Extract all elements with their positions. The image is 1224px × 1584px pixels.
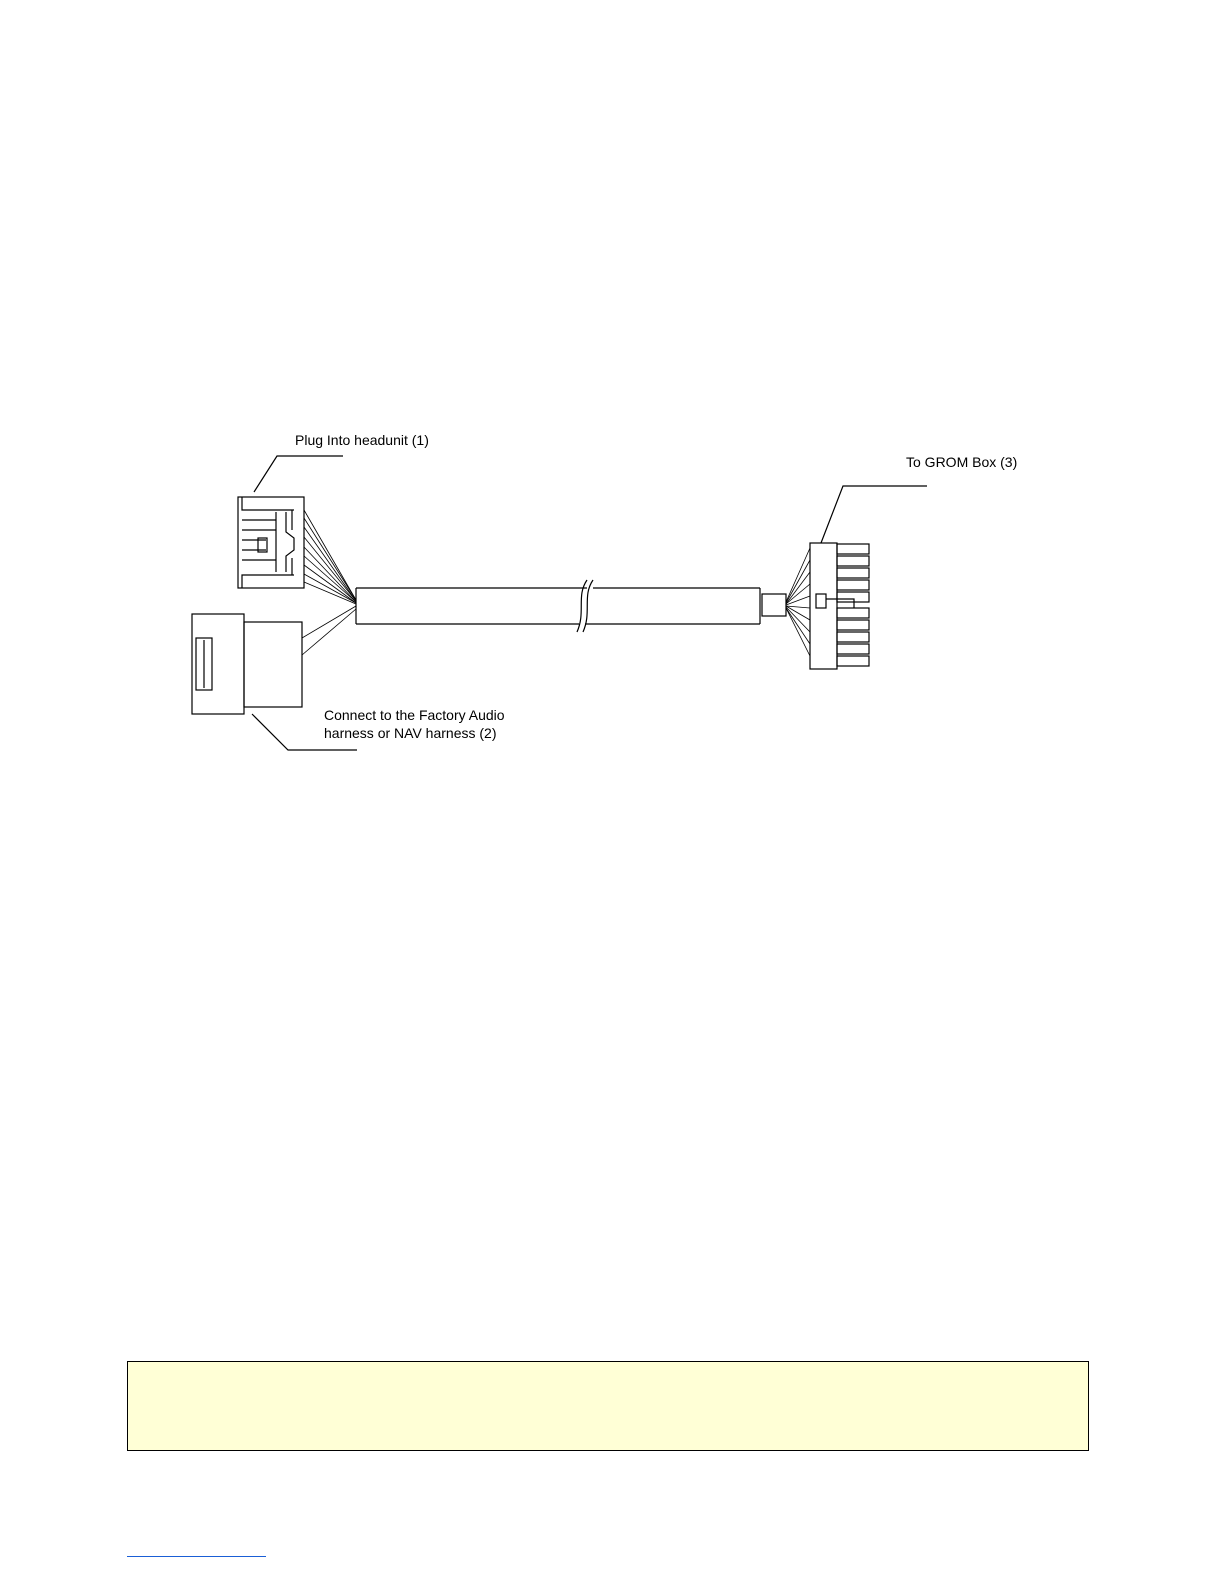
factory-label-line1: Connect to the Factory Audio [324,707,505,723]
grom-label: To GROM Box (3) [906,454,1018,470]
headunit-wires [304,510,356,604]
factory-wires [302,606,356,655]
grom-wires [786,548,810,656]
factory-label-line2: harness or NAV harness (2) [324,725,497,741]
cable-end-sleeve [762,594,786,616]
note-box [127,1361,1089,1451]
factory-connector [192,614,302,714]
headunit-label: Plug Into headunit (1) [295,432,429,448]
headunit-connector [238,497,304,588]
main-cable [356,580,760,632]
footer-rule [127,1556,266,1557]
headunit-leader-line [254,456,343,492]
grom-leader-line [821,486,927,543]
grom-connector [810,543,869,669]
